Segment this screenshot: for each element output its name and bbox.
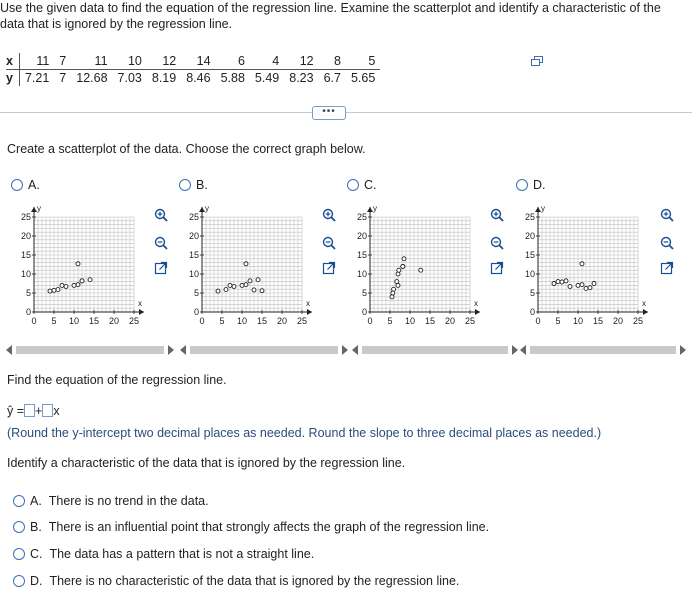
table-cell: 5.88 <box>220 71 245 85</box>
scroll-right-icon[interactable] <box>168 345 174 355</box>
x-tick-label: 25 <box>296 316 308 326</box>
x-tick-label: 5 <box>219 316 225 326</box>
expand-icon[interactable] <box>154 261 168 275</box>
y-tick-label: 0 <box>529 307 535 317</box>
data-point <box>580 283 584 287</box>
data-point <box>76 262 80 266</box>
data-point <box>88 278 92 282</box>
table-cell: 11 <box>71 53 112 70</box>
data-point <box>592 282 596 286</box>
x-tick-label: 10 <box>236 316 248 326</box>
table-cell: 14 <box>181 53 215 70</box>
radio-icon[interactable] <box>13 521 25 533</box>
y-tick-label: 10 <box>524 269 535 279</box>
table-cell: 12 <box>147 53 181 70</box>
y-tick-label: 15 <box>188 250 199 260</box>
y-tick-label: 25 <box>356 212 367 222</box>
x-tick-label: 10 <box>68 316 80 326</box>
x-tick-label: 10 <box>572 316 584 326</box>
x-tick-label: 0 <box>367 316 373 326</box>
data-point <box>419 268 423 272</box>
scroll-track[interactable] <box>190 346 338 354</box>
data-table <box>6 53 380 86</box>
data-point <box>390 295 394 299</box>
y-tick-label: 20 <box>20 231 31 241</box>
scatter-prompt: Create a scatterplot of the data. Choose the correct graph below. <box>7 142 366 156</box>
data-point <box>556 280 560 284</box>
scroll-right-icon[interactable] <box>342 345 348 355</box>
y-tick-label: 0 <box>193 307 199 317</box>
y-axis-label: y <box>37 204 41 213</box>
option-b-radio[interactable] <box>179 178 208 192</box>
instructions: Use the given data to find the equation of the regression line. Examine the scatterplot and identify a characteristic of the data that is ignored by the regression line. <box>0 1 661 31</box>
data-point <box>48 289 52 293</box>
scroll-left-icon[interactable] <box>6 345 12 355</box>
answer-text: The data has a pattern that is not a straight line. <box>49 547 315 561</box>
scatterplot-c <box>350 202 484 332</box>
table-cell: 12.68 <box>76 71 108 85</box>
zoom-out-icon[interactable] <box>660 236 674 250</box>
expand-icon[interactable] <box>322 261 336 275</box>
data-point <box>76 283 80 287</box>
data-point <box>244 262 248 266</box>
slope-input[interactable] <box>42 404 53 417</box>
table-cell: 5.49 <box>254 71 280 85</box>
radio-icon[interactable] <box>11 179 23 191</box>
y-tick-label: 0 <box>361 307 367 317</box>
option-c-radio[interactable] <box>347 178 377 192</box>
y-tick-label: 15 <box>20 250 31 260</box>
data-point <box>564 279 568 283</box>
x-axis-label: x <box>306 299 310 308</box>
data-point <box>396 283 400 287</box>
y-header: y <box>6 70 19 87</box>
zoom-in-icon[interactable] <box>154 208 168 222</box>
option-label: C. <box>364 178 377 192</box>
scrollbar-b[interactable] <box>180 343 348 357</box>
y-tick-label: 20 <box>188 231 199 241</box>
x-tick-label: 20 <box>276 316 288 326</box>
scrollbar-d[interactable] <box>520 343 686 357</box>
regression-prompt: Find the equation of the regression line. <box>7 373 227 387</box>
characteristic-prompt: Identify a characteristic of the data that is ignored by the regression line. <box>7 456 406 470</box>
yhat-label: ŷ = <box>7 404 25 418</box>
zoom-out-icon[interactable] <box>490 236 504 250</box>
radio-icon[interactable] <box>179 179 191 191</box>
y-tick-label: 0 <box>25 307 31 317</box>
copy-data-icon[interactable] <box>531 56 543 66</box>
x-tick-label: 25 <box>464 316 476 326</box>
table-cell: 12 <box>284 53 318 70</box>
y-tick-label: 5 <box>25 288 31 298</box>
radio-icon[interactable] <box>347 179 359 191</box>
y-axis-label: y <box>541 204 545 213</box>
x-tick-label: 25 <box>632 316 644 326</box>
scatterplot-b <box>182 202 316 332</box>
x-axis-label: x <box>474 299 478 308</box>
table-cell: 7.03 <box>117 71 142 85</box>
radio-icon[interactable] <box>516 179 528 191</box>
data-point <box>402 257 406 261</box>
data-point <box>232 285 236 289</box>
answer-d[interactable] <box>13 574 459 588</box>
x-tick-label: 15 <box>424 316 436 326</box>
data-point <box>580 262 584 266</box>
expand-icon[interactable] <box>490 261 504 275</box>
table-cell: 7 <box>59 71 67 85</box>
scatterplot-d <box>518 202 652 332</box>
y-tick-label: 10 <box>356 269 367 279</box>
y-tick-label: 15 <box>356 250 367 260</box>
scroll-track[interactable] <box>530 346 676 354</box>
answer-c[interactable] <box>13 547 314 561</box>
data-point <box>560 280 564 284</box>
table-cell: 8.19 <box>151 71 177 85</box>
y-tick-label: 25 <box>188 212 199 222</box>
scroll-track[interactable] <box>16 346 164 354</box>
data-point <box>260 289 264 293</box>
x-tick-label: 0 <box>535 316 541 326</box>
plus-sign: + <box>35 404 43 418</box>
scroll-left-icon[interactable] <box>520 345 526 355</box>
scroll-right-icon[interactable] <box>680 345 686 355</box>
answer-letter: C. <box>30 547 43 561</box>
x-axis-arrow <box>475 309 480 315</box>
section-divider <box>0 112 692 113</box>
intercept-input[interactable] <box>24 404 35 417</box>
table-cell: 7.21 <box>24 71 50 85</box>
table-cell: 7 <box>54 53 71 70</box>
x-tick-label: 15 <box>592 316 604 326</box>
scroll-left-icon[interactable] <box>352 345 358 355</box>
data-point <box>552 282 556 286</box>
zoom-out-icon[interactable] <box>154 236 168 250</box>
table-cell: 8.46 <box>186 71 211 85</box>
x-tick-label: 25 <box>128 316 140 326</box>
data-point <box>397 268 401 272</box>
data-point <box>576 283 580 287</box>
expand-button[interactable]: ••• <box>312 106 346 120</box>
equation-row <box>7 404 60 418</box>
data-point <box>396 272 400 276</box>
x-tick-label: 10 <box>404 316 416 326</box>
answer-b[interactable] <box>13 520 489 534</box>
scroll-left-icon[interactable] <box>180 345 186 355</box>
data-point <box>252 288 256 292</box>
x-tick-label: 5 <box>51 316 57 326</box>
x-tick-label: 20 <box>444 316 456 326</box>
x-tick-label: 5 <box>387 316 393 326</box>
data-point <box>72 283 76 287</box>
x-tick-label: 15 <box>88 316 100 326</box>
answer-letter: A. <box>30 494 42 508</box>
x-tick-label: 0 <box>199 316 205 326</box>
data-point <box>588 286 592 290</box>
answer-text: There is an influential point that strongly affects the graph of the regression line. <box>48 520 490 534</box>
scatterplot-a <box>14 202 148 332</box>
x-tick-label: 0 <box>31 316 37 326</box>
y-tick-label: 25 <box>524 212 535 222</box>
scroll-track[interactable] <box>362 346 508 354</box>
answer-text: There is no characteristic of the data that is ignored by the regression line. <box>49 574 460 588</box>
x-tick-label: 15 <box>256 316 268 326</box>
x-label: x <box>53 404 60 418</box>
data-point <box>224 288 228 292</box>
table-cell: 6 <box>216 53 250 70</box>
answer-letter: D. <box>30 574 43 588</box>
option-a-radio[interactable] <box>11 178 40 192</box>
data-point <box>216 289 220 293</box>
y-tick-label: 15 <box>524 250 535 260</box>
x-tick-label: 20 <box>612 316 624 326</box>
table-cell: 4 <box>250 53 284 70</box>
x-axis-arrow <box>139 309 144 315</box>
data-point <box>60 283 64 287</box>
data-point <box>240 283 244 287</box>
table-row-y <box>6 70 380 87</box>
data-point <box>64 285 68 289</box>
expand-icon[interactable] <box>660 261 674 275</box>
option-label: D. <box>533 178 546 192</box>
data-point <box>244 283 248 287</box>
y-tick-label: 20 <box>356 231 367 241</box>
data-point <box>584 286 588 290</box>
data-point <box>80 279 84 283</box>
y-tick-label: 25 <box>20 212 31 222</box>
data-point <box>56 288 60 292</box>
rounding-note: (Round the y-intercept two decimal places as needed. Round the slope to three decimal places as needed.) <box>7 426 602 440</box>
data-point <box>228 283 232 287</box>
table-cell: 5 <box>346 53 380 70</box>
data-point <box>568 285 572 289</box>
x-axis-label: x <box>642 299 646 308</box>
y-tick-label: 10 <box>188 269 199 279</box>
data-point <box>248 279 252 283</box>
table-cell: 11 <box>19 53 54 70</box>
radio-icon[interactable] <box>13 575 25 587</box>
y-axis-label: y <box>205 204 209 213</box>
x-axis-arrow <box>643 309 648 315</box>
option-d-radio[interactable] <box>516 178 546 192</box>
table-cell: 8 <box>319 53 346 70</box>
x-axis-arrow <box>307 309 312 315</box>
y-tick-label: 10 <box>20 269 31 279</box>
zoom-out-icon[interactable] <box>322 236 336 250</box>
y-tick-label: 5 <box>361 288 367 298</box>
radio-icon[interactable] <box>13 548 25 560</box>
table-cell: 10 <box>113 53 147 70</box>
x-tick-label: 5 <box>555 316 561 326</box>
data-point <box>52 288 56 292</box>
data-point <box>391 291 395 295</box>
scrollbar-c[interactable] <box>352 343 518 357</box>
answer-text: There is no trend in the data. <box>48 494 209 508</box>
scroll-right-icon[interactable] <box>512 345 518 355</box>
x-tick-label: 20 <box>108 316 120 326</box>
zoom-in-icon[interactable] <box>490 208 504 222</box>
option-label: B. <box>196 178 208 192</box>
zoom-in-icon[interactable] <box>322 208 336 222</box>
x-header: x <box>6 53 19 70</box>
y-tick-label: 5 <box>529 288 535 298</box>
radio-icon[interactable] <box>13 495 25 507</box>
table-cell: 5.65 <box>350 71 376 85</box>
answer-a[interactable] <box>13 494 209 508</box>
table-cell: 6.7 <box>323 71 341 85</box>
table-cell: 8.23 <box>289 71 314 85</box>
data-point <box>401 264 405 268</box>
y-tick-label: 20 <box>524 231 535 241</box>
data-point <box>392 287 396 291</box>
option-label: A. <box>28 178 40 192</box>
answer-letter: B. <box>30 520 42 534</box>
y-axis-label: y <box>373 204 377 213</box>
y-tick-label: 5 <box>193 288 199 298</box>
scrollbar-a[interactable] <box>6 343 174 357</box>
x-axis-label: x <box>138 299 142 308</box>
data-point <box>256 278 260 282</box>
table-row-x <box>6 53 380 70</box>
zoom-in-icon[interactable] <box>660 208 674 222</box>
